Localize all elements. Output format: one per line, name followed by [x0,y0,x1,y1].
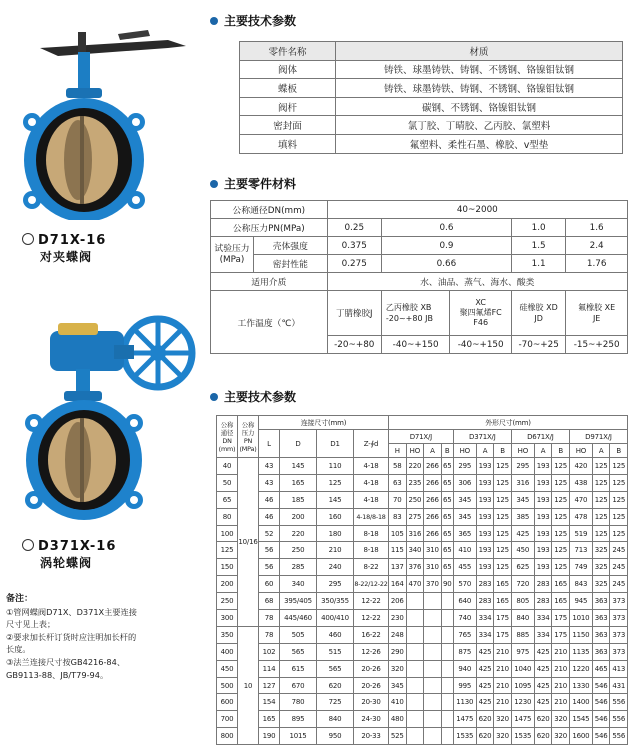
table-row: 80 46 200 160 4-18/8-18 83 275 266 65 345 193 125 385 193 125 478 125 125 [217,508,628,525]
materials-table: 零件名称 材质 阀体 铸铁、球墨铸铁、铸钢、不锈钢、铬镍钼钛钢 蝶板 铸铁、球墨铸铁、铸钢、不锈钢、铬镍钼钛钢 阀杆 碳钢、不锈钢、铬镍钼钛钢 密封面 氯丁胶、丁晴胶、乙丙胶、氯塑料 填料 氟塑料、柔性石墨、橡胶、v型垫 [239,41,623,154]
table-row: 350 10 78 505 460 16-22 248 765 334 175 885 334 175 1150 363 373 [217,626,628,643]
bullet-icon [210,17,218,25]
table-row: 250 68 395/405 350/355 12-22 206 640 283 165 805 283 165 945 363 373 [217,593,628,610]
table-row: 填料 氟塑料、柔性石墨、橡胶、v型垫 [240,134,623,153]
pn-group-cell: 10 [238,626,259,744]
table-row: 600 154 780 725 20-30 410 1130 425 210 1230 425 210 1400 546 556 [217,694,628,711]
product-label-d71x: D71X-16 对夹蝶阀 [22,232,106,266]
table-row: 150 56 285 240 8-22 137 376 310 65 455 193 125 625 193 125 749 325 245 [217,559,628,576]
notes: 备注： ①管网蝶阀D71X、D371X主要连接 尺寸见上表； ②要求加长杆订货时应注明加长杆的 长度。 ③法兰连接尺寸按GB4216-84、 GB9113-88、JB/T79-94。 [6,594,137,680]
table-row: 700 165 895 840 24-30 480 1475 620 320 1475 620 320 1545 546 556 [217,711,628,728]
d71x-valve-image [18,10,198,220]
circle-icon [22,539,34,551]
dimensions-table: 公称 通径 DN (mm) 公称 压力 PN (MPa) 连接尺寸(mm) 外形尺寸(mm) L D D1 Z-∮d D71X/J D371X/J D671X/J D971X/J H HO A B HO A B HO A B HO A B 40 10/16 43 145 110 4-18 58 220 266 65 295 193 125 295 193 125 420 125 125 50 43 165 125 4-18 63 235 266 65 306 193 125 316 193 125 438 125 125 65 46 185 145 4-18 70 250 266 65 345 193 125 345 193 125 470 125 125 80 46 200 160 4-18/8-18 83 275 266 65 345 193 125 385 193 125 478 125 125 100 52 220 180 8-18 105 316 266 65 365 193 125 425 193 125 519 125 125 125 56 250 210 8-18 115 340 310 65 410 193 125 450 193 125 713 325 245 150 56 285 240 8-22 137 376 310 65 455 193 125 625 193 125 749 325 245 200 60 340 295 8-22/12-22 164 470 370 90 570 283 165 720 283 165 843 325 245 250 68 395/405 350/355 12-22 206 640 283 165 805 283 165 945 363 373 300 78 445/460 400/410 12-22 230 740 334 175 840 334 175 1010 363 373 350 10 78 505 460 16-22 248 765 334 175 885 334 175 1150 363 373 400 102 565 515 12-26 290 875 425 210 975 425 210 1135 363 373 450 114 615 565 20-26 320 940 425 210 1040 425 210 1220 465 413 500 127 670 620 20-26 345 995 425 210 1095 425 210 1330 546 431 600 154 780 725 20-30 410 1130 425 210 1230 425 210 1400 546 556 700 165 895 840 24-30 480 1475 620 320 1475 620 320 1545 546 556 800 190 1015 950 20-33 525 1535 620 320 1535 620 320 1600 546 556 [216,415,628,745]
table-row: 200 60 340 295 8-22/12-22 164 470 370 90 570 283 165 720 283 165 843 325 245 [217,576,628,593]
table-row: 阀体 铸铁、球墨铸铁、铸钢、不锈钢、铬镍钼钛钢 [240,60,623,79]
table-row: 300 78 445/460 400/410 12-22 230 740 334 175 840 334 175 1010 363 373 [217,610,628,627]
table-row: 65 46 185 145 4-18 70 250 266 65 345 193 125 345 193 125 470 125 125 [217,491,628,508]
bullet-icon [210,180,218,188]
section-title-parts: 主要零件材料 [210,175,296,192]
table-row: 400 102 565 515 12-26 290 875 425 210 975 425 210 1135 363 373 [217,643,628,660]
table-row: 50 43 165 125 4-18 63 235 266 65 306 193 125 316 193 125 438 125 125 [217,474,628,491]
table-row: 450 114 615 565 20-26 320 940 425 210 1040 425 210 1220 465 413 [217,660,628,677]
table-row: 800 190 1015 950 20-33 525 1535 620 320 1535 620 320 1600 546 556 [217,728,628,745]
section-title-tech-params-2: 主要技术参数 [210,388,296,405]
pn-group-cell: 10/16 [238,458,259,627]
table-row: 40 10/16 43 145 110 4-18 58 220 266 65 295 193 125 295 193 125 420 125 125 [217,458,628,475]
product-label-d371x: D371X-16 涡轮蝶阀 [22,538,116,572]
table-row: 500 127 670 620 20-26 345 995 425 210 1095 425 210 1330 546 431 [217,677,628,694]
table-row: 蝶板 铸铁、球墨铸铁、铸钢、不锈钢、铬镍钼钛钢 [240,79,623,98]
dimensions-body [217,458,628,745]
table-row: 阀杆 碳钢、不锈钢、铬镍钼钛钢 [240,97,623,116]
table-row: 125 56 250 210 8-18 115 340 310 65 410 193 125 450 193 125 713 325 245 [217,542,628,559]
table-row: 100 52 220 180 8-18 105 316 266 65 365 193 125 425 193 125 519 125 125 [217,525,628,542]
section-title-tech-params: 主要技术参数 [210,12,296,29]
table-row: 密封面 氯丁胶、丁晴胶、乙丙胶、氯塑料 [240,116,623,135]
parts-table: 公称通径DN(mm) 40~2000 公称压力PN(MPa) 0.25 0.6 1.0 1.6 试验压力 (MPa) 壳体强度 0.375 0.9 1.5 2.4 密封性能 0.275 0.66 1.1 1.76 适用介质 水、油品、蒸气、海水、酸类 工作温度（℃） 丁腈橡胶J 乙丙橡胶 XB -20~+80 JB XC 聚四氟烯FC F46 硅橡胶 XD JD 氟橡胶 XE JE -20~+80 -40~+150 -40~+150 -70~+25 -15~+250 [210,200,628,354]
bullet-icon [210,393,218,401]
d371x-valve-image [18,305,198,530]
circle-icon [22,233,34,245]
